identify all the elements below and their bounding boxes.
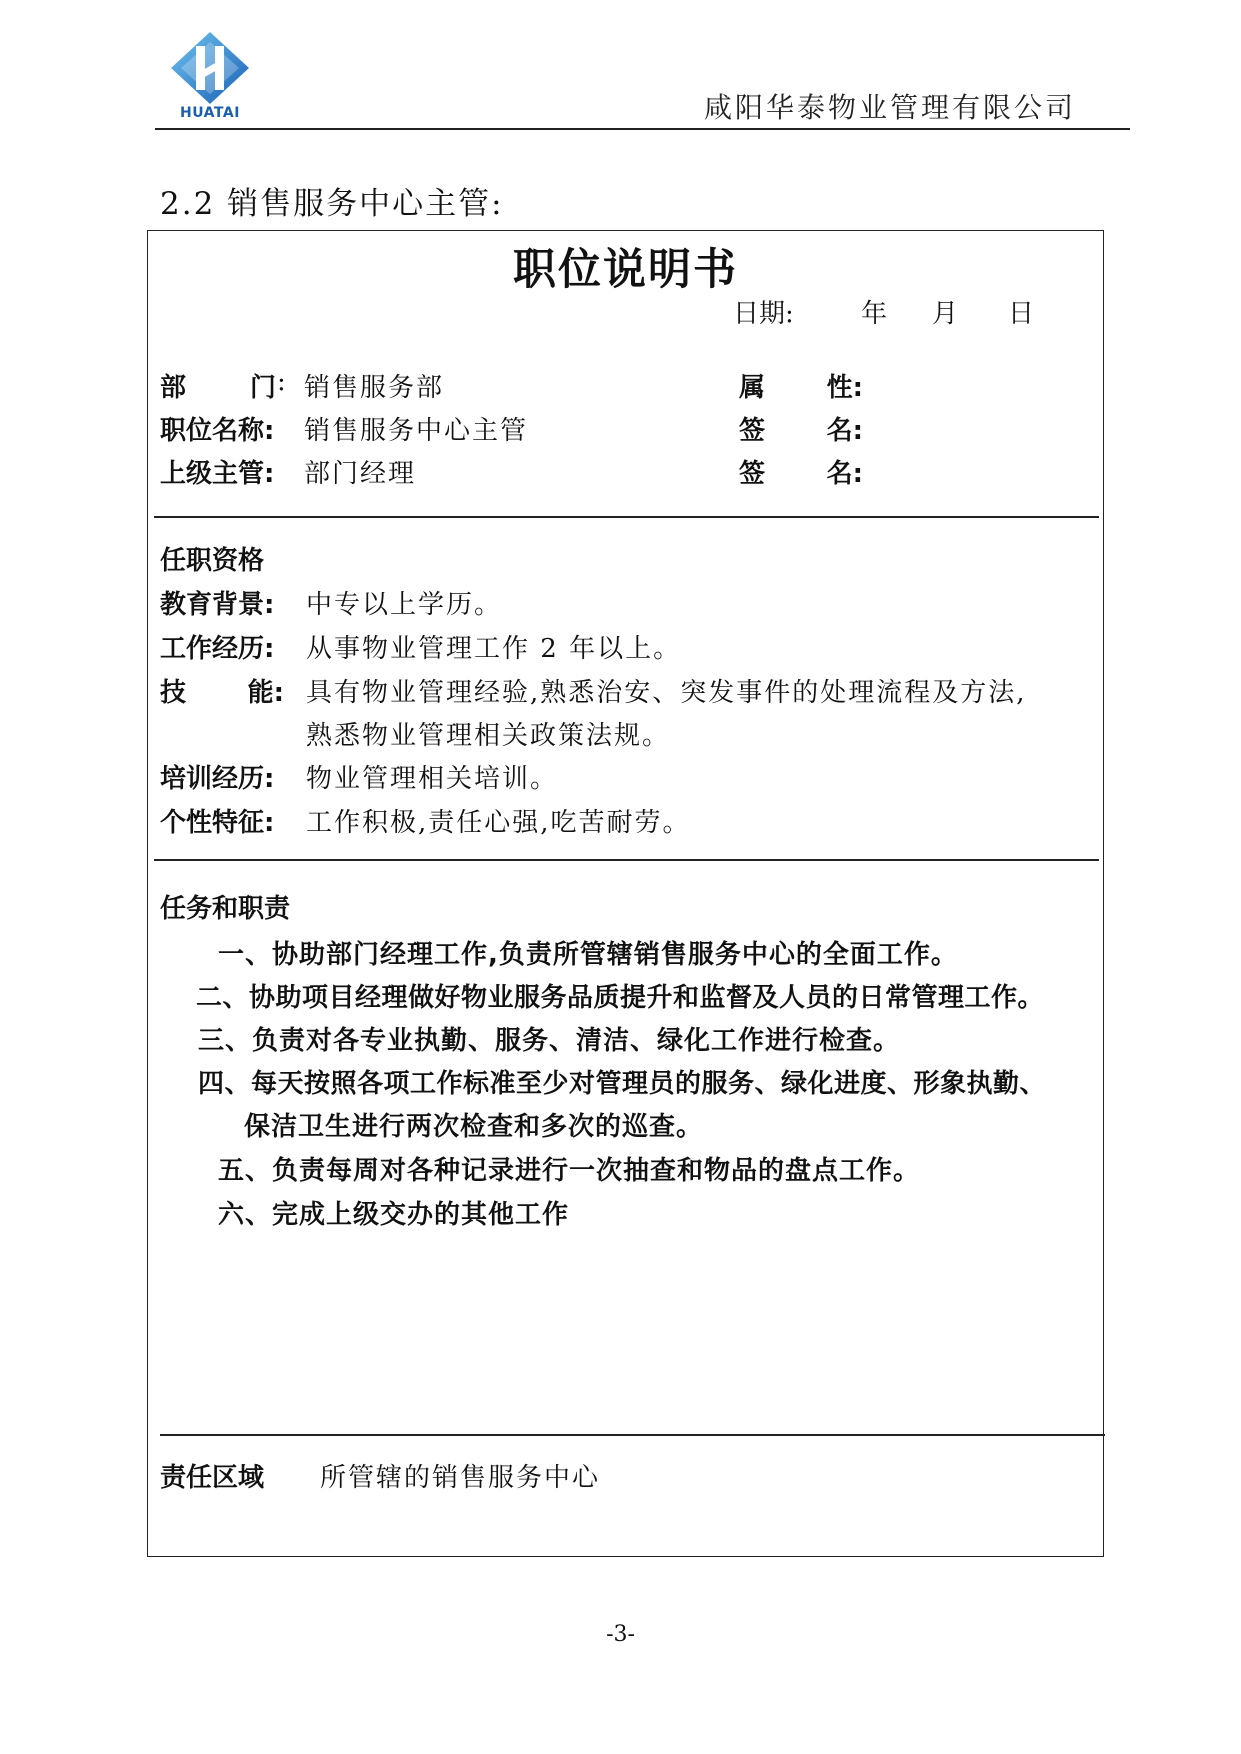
dept-colon: : <box>277 367 288 397</box>
page-number: -3- <box>606 1622 635 1647</box>
training-value: 物业管理相关培训。 <box>306 764 559 794</box>
area-value: 所管辖的销售服务中心 <box>320 1463 601 1493</box>
duty-item: 四、每天按照各项工作标准至少对管理员的服务、绿化进度、形象执勤、 <box>198 1069 1047 1099</box>
skills-label-part: 能: <box>247 678 284 708</box>
job-description-form <box>147 230 1104 1557</box>
skills-value-line-1: 具有物业管理经验,熟悉治安、突发事件的处理流程及方法, <box>306 678 1027 708</box>
skills-label-part: 技 <box>160 678 187 708</box>
education-label: 教育背景: <box>160 590 275 620</box>
superior-signature-label <box>739 453 863 490</box>
duty-item: 一、协助部门经理工作,负责所管辖销售服务中心的全面工作。 <box>218 940 958 970</box>
form-title: 职位说明书 <box>513 245 738 295</box>
date-label: 日期: <box>733 299 794 329</box>
dept-label <box>160 367 276 404</box>
header-divider <box>155 128 1130 130</box>
attr-label-part: 属 <box>739 373 766 403</box>
education-value: 中专以上学历。 <box>306 590 503 620</box>
signature-label-part: 签 <box>739 416 766 446</box>
experience-value: 从事物业管理工作 2 年以上。 <box>306 634 682 664</box>
logo-text: HUATAI <box>180 105 240 121</box>
dept-label-part: 门 <box>249 373 276 403</box>
dept-value: 销售服务部 <box>304 373 445 403</box>
personality-label: 个性特征: <box>160 808 275 838</box>
dept-label-part: 部 <box>160 373 187 403</box>
section-title: 2.2 销售服务中心主管: <box>160 186 504 222</box>
duty-item: 二、协助项目经理做好物业服务品质提升和监督及人员的日常管理工作。 <box>196 983 1045 1013</box>
signature-label-part: 名: <box>826 416 863 446</box>
experience-label: 工作经历: <box>160 634 275 664</box>
position-value: 销售服务中心主管 <box>304 416 529 446</box>
position-label: 职位名称: <box>160 416 275 446</box>
attr-label-part: 性: <box>826 373 863 403</box>
signature-label-part: 签 <box>739 459 766 489</box>
company-logo <box>165 30 255 122</box>
section-divider <box>160 1434 1105 1436</box>
superior-label: 上级主管: <box>160 459 275 489</box>
qualifications-heading: 任职资格 <box>160 546 265 576</box>
area-label: 责任区域 <box>160 1463 265 1493</box>
skills-value-line-2: 熟悉物业管理相关政策法规。 <box>306 721 671 751</box>
duty-item: 六、完成上级交办的其他工作 <box>218 1200 570 1230</box>
section-divider <box>154 516 1099 518</box>
duty-item: 三、负责对各专业执勤、服务、清洁、绿化工作进行检查。 <box>198 1026 901 1056</box>
huatai-logo-icon <box>165 30 255 105</box>
training-label: 培训经历: <box>160 764 275 794</box>
section-divider <box>154 859 1099 861</box>
date-month: 月 <box>932 299 959 329</box>
company-name: 咸阳华泰物业管理有限公司 <box>703 91 1076 124</box>
date-day: 日 <box>1008 299 1035 329</box>
signature-label <box>739 410 863 447</box>
duties-heading: 任务和职责 <box>160 894 291 924</box>
personality-value: 工作积极,责任心强,吃苦耐劳。 <box>306 808 691 838</box>
skills-label <box>160 672 284 709</box>
duty-item: 五、负责每周对各种记录进行一次抽查和物品的盘点工作。 <box>218 1156 921 1186</box>
attr-label <box>739 367 863 404</box>
signature-label-part: 名: <box>826 459 863 489</box>
duty-item: 保洁卫生进行两次检查和多次的巡查。 <box>244 1112 704 1142</box>
superior-value: 部门经理 <box>304 459 417 489</box>
date-year: 年 <box>861 299 888 329</box>
